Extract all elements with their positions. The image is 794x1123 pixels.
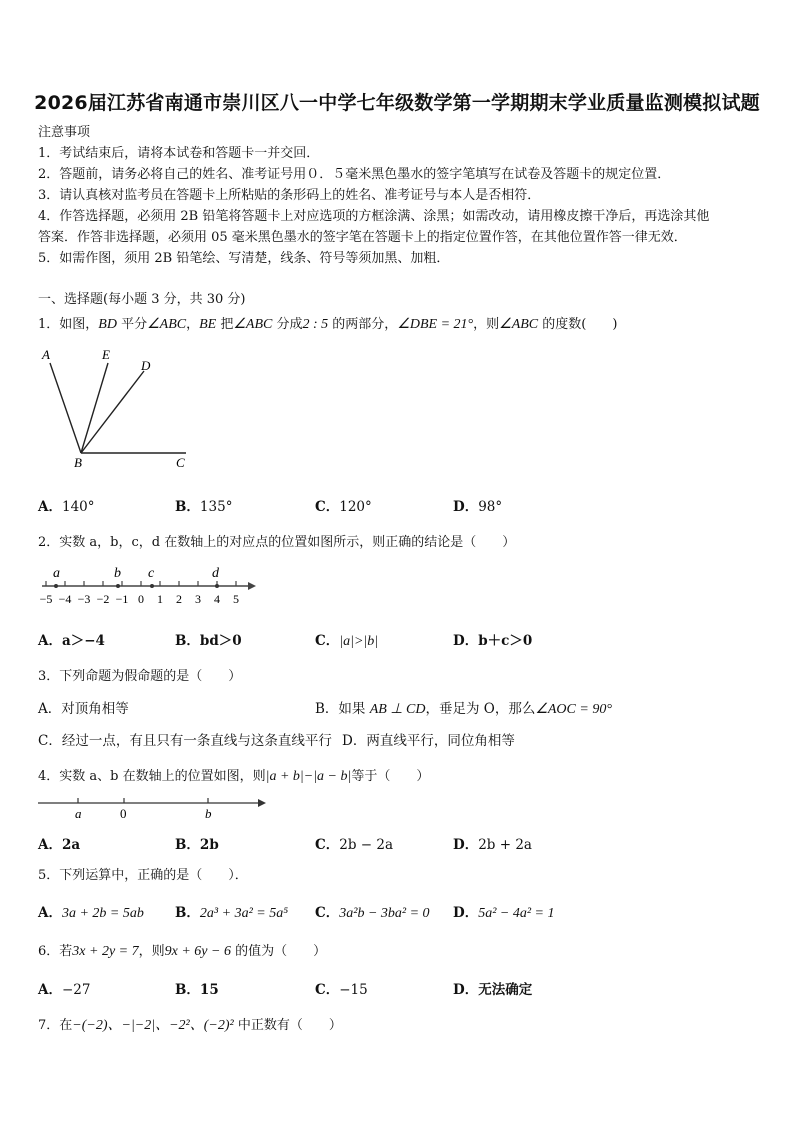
tick-label: 4	[214, 592, 220, 606]
option-d[interactable]: D．无法确定	[453, 982, 533, 998]
option-d[interactable]: D．98°	[453, 499, 503, 515]
notice-heading: 注意事项	[38, 125, 91, 140]
tick-label: −5	[39, 592, 53, 606]
option-d[interactable]: D．2b + 2a	[453, 837, 532, 853]
option-c[interactable]: C．3a²b − 3ba² = 0	[315, 905, 430, 921]
angle-figure	[36, 343, 206, 475]
option-c[interactable]: C．|a|>|b|	[315, 633, 379, 649]
point-label-c: C	[176, 455, 185, 470]
option-b[interactable]: B．2a³ + 3a² = 5a⁵	[175, 905, 289, 921]
option-b[interactable]: B．2b	[175, 837, 219, 853]
number-line-figure-2	[36, 792, 272, 822]
option-c[interactable]: C．120°	[315, 499, 372, 515]
section-heading: 一、选择题(每小题 3 分，共 30 分)	[38, 292, 246, 307]
option-d[interactable]: D．5a² − 4a² = 1	[453, 905, 555, 921]
question-5-stem: 5．下列运算中，正确的是（ ）．	[38, 868, 248, 883]
question-1-stem: 1．如图，BD 平分∠ABC，BE 把∠ABC 分成2 : 5 的两部分，∠DBE = 21°，则∠ABC 的度数( )	[38, 317, 618, 332]
option-c[interactable]: C．−15	[315, 982, 368, 998]
option-d[interactable]: D．b＋c＞0	[453, 633, 533, 649]
question-4-stem: 4．实数 a、b 在数轴上的位置如图，则|a + b|−|a − b|等于（ ）	[38, 769, 430, 784]
option-b[interactable]: B．135°	[175, 499, 233, 515]
question-6-stem: 6．若3x + 2y = 7，则9x + 6y − 6 的值为（ ）	[38, 944, 327, 959]
option-d[interactable]: D．两直线平行，同位角相等	[342, 733, 515, 749]
tick-label: −4	[58, 592, 72, 606]
option-b[interactable]: B．15	[175, 982, 219, 998]
point-label-a: A	[42, 347, 50, 362]
tick-label: 2	[176, 592, 182, 606]
option-a[interactable]: A．−27	[38, 982, 91, 998]
notice-item: 1．考试结束后，请将本试卷和答题卡一并交回．	[38, 146, 320, 161]
option-c[interactable]: C．经过一点，有且只有一条直线与这条直线平行	[38, 733, 332, 749]
tick-label: −1	[115, 592, 129, 606]
notice-item: 4．作答选择题，必须用 2B 铅笔将答题卡上对应选项的方框涂满、涂黑；如需改动，请用橡皮擦干净后，再选涂其他	[38, 209, 710, 224]
point-label-b: B	[74, 455, 82, 470]
question-3-stem: 3．下列命题为假命题的是（ ）	[38, 669, 242, 684]
tick-label: 5	[233, 592, 239, 606]
notice-item: 5．如需作图，须用 2B 铅笔绘、写清楚，线条、符号等须加黑、加粗．	[38, 251, 450, 266]
option-a[interactable]: A．2a	[38, 837, 81, 853]
point-label-a: a	[75, 806, 82, 821]
notice-item: 答案．作答非选择题，必须用 05 毫米黑色墨水的签字笔在答题卡上的指定位置作答，在其他位置作答一律无效．	[38, 230, 687, 245]
point-label-d: d	[212, 566, 219, 581]
option-a[interactable]: A．a＞−4	[38, 633, 105, 649]
option-c[interactable]: C．2b − 2a	[315, 837, 394, 853]
point-label-a: a	[53, 566, 60, 581]
notice-item: 2．答题前，请务必将自己的姓名、准考证号用０．５毫米黑色墨水的签字笔填写在试卷及答题卡的规定位置．	[38, 167, 671, 182]
option-a[interactable]: A．3a + 2b = 5ab	[38, 905, 144, 921]
tick-label: 1	[157, 592, 163, 606]
number-line-figure	[36, 562, 260, 610]
tick-label: 0	[138, 592, 144, 606]
point-label-d: D	[141, 358, 151, 373]
option-a[interactable]: A．对顶角相等	[38, 701, 129, 717]
tick-label: 3	[195, 592, 201, 606]
point-label-b: b	[205, 806, 212, 821]
question-7-stem: 7．在−(−2)、−|−2|、−2²、(−2)² 中正数有（ ）	[38, 1018, 342, 1033]
tick-label-zero: 0	[120, 806, 127, 821]
tick-label: −3	[77, 592, 91, 606]
option-a[interactable]: A．140°	[38, 499, 95, 515]
point-label-e: E	[102, 347, 110, 362]
question-2-stem: 2．实数 a，b，c，d 在数轴上的对应点的位置如图所示，则正确的结论是（ ）	[38, 535, 516, 550]
option-b[interactable]: B．如果 AB ⊥ CD，垂足为 O，那么∠AOC = 90°	[315, 701, 612, 717]
point-label-c: c	[148, 566, 155, 581]
point-label-b: b	[114, 566, 121, 581]
page-title: 2026届江苏省南通市崇川区八一中学七年级数学第一学期期末学业质量监测模拟试题	[34, 92, 760, 114]
tick-label: −2	[96, 592, 110, 606]
option-b[interactable]: B．bd＞0	[175, 633, 242, 649]
notice-item: 3．请认真核对监考员在答题卡上所粘贴的条形码上的姓名、准考证号与本人是否相符．	[38, 188, 541, 203]
